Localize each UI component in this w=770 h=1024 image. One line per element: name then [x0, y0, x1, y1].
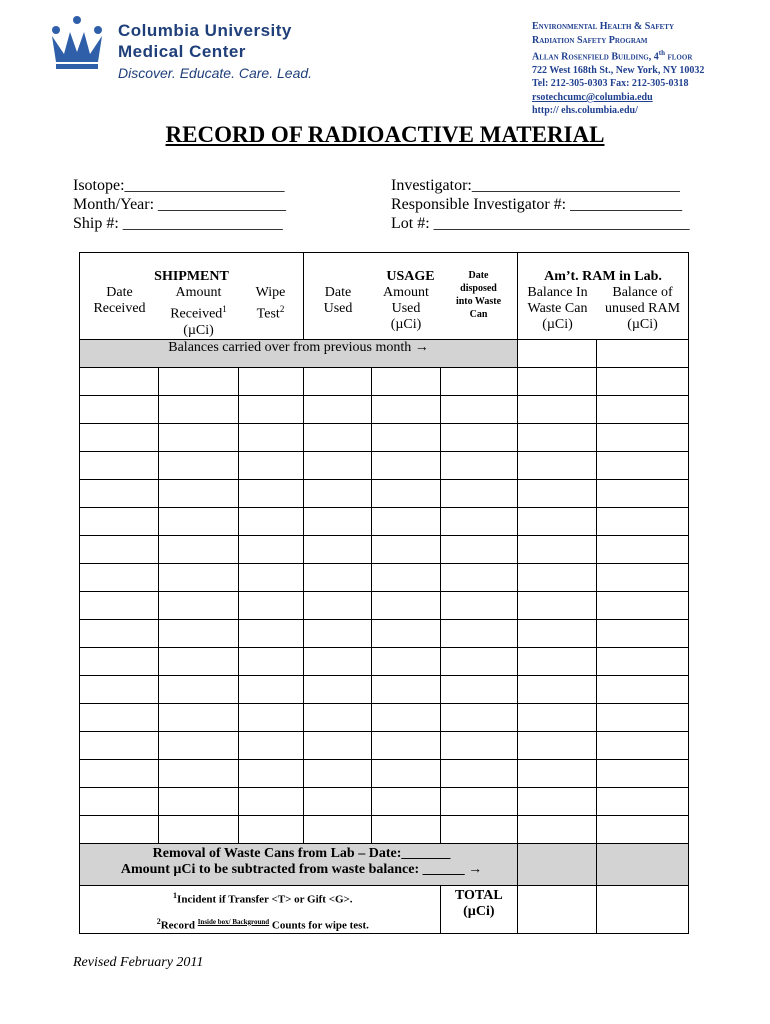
amount-received-text: Received	[170, 306, 223, 322]
notes-total-row	[80, 886, 689, 934]
table-row	[80, 424, 689, 452]
entry-cell[interactable]	[159, 620, 238, 648]
entry-cell[interactable]	[440, 424, 517, 452]
shipment-subcols	[80, 285, 303, 339]
entry-cell[interactable]	[440, 368, 517, 396]
footnote-2-text-b: Counts for wipe test.	[269, 919, 369, 932]
balance-unused-l2: unused RAM	[604, 301, 681, 316]
entry-cell[interactable]	[159, 816, 238, 844]
entry-cell[interactable]	[159, 368, 238, 396]
entry-cell[interactable]	[304, 704, 372, 732]
waste-removal-unused-cell[interactable]	[597, 844, 689, 886]
entry-cell[interactable]	[597, 536, 689, 564]
entry-cell[interactable]	[372, 592, 440, 620]
amount-used-l2: Used	[391, 301, 421, 316]
amount-used-l1: Amount	[383, 285, 429, 300]
table-row	[80, 676, 689, 704]
revision-date: Revised February 2011	[73, 955, 204, 970]
ehs-building-sup: th	[658, 49, 665, 57]
entry-cell[interactable]	[238, 368, 303, 396]
entry-cell[interactable]	[440, 592, 517, 620]
entry-cell[interactable]	[518, 648, 597, 676]
institution-line-1: Columbia University	[118, 21, 292, 40]
entry-cell[interactable]	[518, 704, 597, 732]
entry-cell[interactable]	[238, 536, 303, 564]
entry-cell[interactable]	[518, 732, 597, 760]
month-year-field[interactable]: Month/Year: ________________	[73, 196, 287, 213]
waste-removal-waste-cell[interactable]	[518, 844, 597, 886]
entry-cell[interactable]	[440, 564, 517, 592]
entry-cell[interactable]	[80, 368, 159, 396]
entry-cell[interactable]	[238, 592, 303, 620]
table-row	[80, 452, 689, 480]
entry-cell[interactable]	[372, 564, 440, 592]
ehs-building-tail: floor	[664, 51, 693, 63]
entry-cell[interactable]	[159, 676, 238, 704]
entry-cell[interactable]	[440, 704, 517, 732]
cumc-logo	[48, 14, 318, 86]
entry-cell[interactable]	[372, 424, 440, 452]
table-row	[80, 760, 689, 788]
entry-cell[interactable]	[238, 396, 303, 424]
footnote-2-sup: 2	[156, 916, 161, 926]
usage-header	[304, 253, 518, 340]
entry-cell[interactable]	[372, 480, 440, 508]
footnote-1-text: Incident if Transfer <T> or Gift <G>.	[177, 893, 353, 906]
entry-cell[interactable]	[518, 452, 597, 480]
waste-removal-cell	[80, 844, 518, 886]
total-label: TOTAL	[454, 888, 503, 903]
entry-cell[interactable]	[238, 564, 303, 592]
date-used-l1: Date	[324, 285, 352, 300]
entry-cell[interactable]	[304, 480, 372, 508]
entry-cell[interactable]	[238, 816, 303, 844]
entry-cell[interactable]	[159, 424, 238, 452]
wipe-test-l2	[238, 301, 303, 323]
entry-cell[interactable]	[440, 648, 517, 676]
entry-cell[interactable]	[80, 424, 159, 452]
waste-removal-row	[80, 844, 689, 886]
ehs-building-text: Allan Rosenfield Building, 4	[532, 51, 659, 63]
entry-cell[interactable]	[80, 648, 159, 676]
entry-cell[interactable]	[518, 368, 597, 396]
entry-cell[interactable]	[304, 760, 372, 788]
footnote-2	[86, 914, 440, 934]
entry-cell[interactable]	[304, 788, 372, 816]
footnote-2-tiny: Inside box/ Background	[197, 917, 270, 926]
entry-cell[interactable]	[238, 452, 303, 480]
entry-cell[interactable]	[159, 396, 238, 424]
entry-cell[interactable]	[372, 788, 440, 816]
entry-cell[interactable]	[372, 732, 440, 760]
entry-cell[interactable]	[80, 704, 159, 732]
amount-received-header	[159, 285, 238, 339]
entry-cell[interactable]	[159, 760, 238, 788]
isotope-field[interactable]: Isotope:____________________	[73, 177, 285, 194]
entry-cell[interactable]	[518, 480, 597, 508]
date-disposed-l3: into Waste	[455, 296, 502, 307]
amt-ram-group-label: Am’t. RAM in Lab.	[544, 269, 662, 284]
entry-cell[interactable]	[304, 396, 372, 424]
amount-received-sup: 1	[222, 304, 227, 314]
date-received-l2: Received	[93, 301, 146, 316]
amount-received-l3: (µCi)	[183, 322, 214, 338]
entry-cell[interactable]	[372, 508, 440, 536]
entry-cell[interactable]	[238, 676, 303, 704]
entry-cell[interactable]	[80, 536, 159, 564]
amount-used-l3: (µCi)	[390, 317, 422, 332]
amount-received-l1: Amount	[175, 285, 222, 300]
entry-cell[interactable]	[372, 536, 440, 564]
table-row	[80, 788, 689, 816]
entry-cell[interactable]	[597, 508, 689, 536]
footnotes-cell	[80, 886, 441, 934]
institution-line-2: Medical Center	[118, 42, 246, 61]
total-label-cell	[440, 886, 517, 934]
footnote-2-text-a: Record	[160, 919, 198, 932]
form-fields-right	[391, 176, 690, 233]
entry-cell[interactable]	[440, 788, 517, 816]
balance-unused-l1: Balance of	[612, 285, 673, 300]
carry-over-label: Balances carried over from previous month →	[80, 340, 518, 368]
entry-cell[interactable]	[80, 508, 159, 536]
entry-cell[interactable]	[518, 424, 597, 452]
entry-cell[interactable]	[80, 452, 159, 480]
entry-cell[interactable]	[518, 508, 597, 536]
entry-cell[interactable]	[80, 592, 159, 620]
crown-icon	[48, 14, 106, 70]
entry-cell[interactable]	[518, 816, 597, 844]
entry-cell[interactable]	[372, 648, 440, 676]
entry-cell[interactable]	[597, 424, 689, 452]
footnote-1	[86, 888, 440, 908]
entry-cell[interactable]	[518, 760, 597, 788]
entry-cell[interactable]	[304, 816, 372, 844]
wipe-test-header	[238, 285, 303, 339]
entry-cell[interactable]	[518, 676, 597, 704]
balance-waste-header	[518, 285, 597, 333]
amount-used-header	[372, 285, 440, 333]
entry-cell[interactable]	[159, 508, 238, 536]
waste-removal-line-1: Removal of Waste Cans from Lab – Date:_______	[152, 846, 451, 861]
entry-cell[interactable]	[80, 732, 159, 760]
entry-cell[interactable]	[597, 704, 689, 732]
entry-cell[interactable]	[518, 592, 597, 620]
entry-cell[interactable]	[440, 536, 517, 564]
entry-cell[interactable]	[597, 368, 689, 396]
entry-cell[interactable]	[80, 396, 159, 424]
entry-cell[interactable]	[304, 620, 372, 648]
entry-cell[interactable]	[304, 564, 372, 592]
ehs-building	[532, 47, 704, 64]
waste-removal-line-2: Amount µCi to be subtracted from waste balance: ______ →	[120, 862, 483, 877]
date-used-l2: Used	[323, 301, 353, 316]
entry-cell[interactable]	[80, 480, 159, 508]
entry-cell[interactable]	[372, 368, 440, 396]
entry-cell[interactable]	[597, 788, 689, 816]
entry-cell[interactable]	[597, 648, 689, 676]
ehs-email-link[interactable]: rsotechcumc@columbia.edu	[532, 91, 653, 103]
entry-cell[interactable]	[238, 424, 303, 452]
table-row	[80, 704, 689, 732]
entry-cell[interactable]	[440, 480, 517, 508]
table-row	[80, 564, 689, 592]
entry-cell[interactable]	[372, 704, 440, 732]
entry-cell[interactable]	[238, 760, 303, 788]
date-received-header	[80, 285, 159, 339]
entry-cell[interactable]	[304, 676, 372, 704]
entry-cell[interactable]	[80, 620, 159, 648]
ehs-contact-block	[532, 20, 704, 118]
balance-waste-l1: Balance In	[527, 285, 588, 300]
table-row	[80, 620, 689, 648]
ehs-address: 722 West 168th St., New York, NY 10032	[532, 64, 705, 76]
date-used-header	[304, 285, 372, 333]
form-fields-left	[73, 176, 286, 233]
ehs-department: Environmental Health & Safety	[532, 21, 675, 32]
table-row	[80, 508, 689, 536]
date-disposed-header	[440, 269, 517, 333]
entry-cell[interactable]	[440, 452, 517, 480]
amt-ram-header	[518, 253, 689, 340]
entry-cell[interactable]	[597, 396, 689, 424]
entry-cell[interactable]	[304, 648, 372, 676]
entry-cell[interactable]	[597, 620, 689, 648]
entry-cell[interactable]	[304, 732, 372, 760]
total-unit: (µCi)	[463, 904, 495, 919]
table-row	[80, 816, 689, 844]
total-waste-cell[interactable]	[518, 886, 597, 934]
date-received-l1: Date	[106, 285, 133, 300]
tagline: Discover. Educate. Care. Lead.	[118, 65, 313, 81]
amount-received-l2	[159, 301, 238, 323]
record-table	[79, 252, 689, 934]
table-row	[80, 592, 689, 620]
entry-cell[interactable]	[440, 732, 517, 760]
shipment-header	[80, 253, 304, 340]
carry-over-unused-cell[interactable]	[597, 340, 689, 368]
carry-over-row	[80, 340, 689, 368]
wipe-test-text: Test	[256, 306, 280, 322]
balance-unused-header	[597, 285, 688, 333]
entry-cell[interactable]	[238, 788, 303, 816]
entry-cell[interactable]	[597, 760, 689, 788]
carry-over-waste-cell[interactable]	[518, 340, 597, 368]
entry-cell[interactable]	[440, 816, 517, 844]
entry-cell[interactable]	[159, 592, 238, 620]
entry-rows	[80, 368, 689, 844]
entry-cell[interactable]	[597, 676, 689, 704]
entry-cell[interactable]	[159, 536, 238, 564]
entry-cell[interactable]	[159, 648, 238, 676]
entry-cell[interactable]	[440, 760, 517, 788]
ehs-program: Radiation Safety Program	[532, 34, 648, 46]
table-row	[80, 368, 689, 396]
entry-cell[interactable]	[238, 620, 303, 648]
entry-cell[interactable]	[372, 620, 440, 648]
entry-cell[interactable]	[518, 396, 597, 424]
wipe-test-l1: Wipe	[255, 285, 286, 300]
lot-number-field[interactable]: Lot #: ________________________________	[391, 215, 690, 232]
amt-ram-subcols	[518, 285, 688, 333]
entry-cell[interactable]	[238, 480, 303, 508]
entry-cell[interactable]	[440, 620, 517, 648]
entry-cell[interactable]	[372, 760, 440, 788]
entry-cell[interactable]	[304, 424, 372, 452]
entry-cell[interactable]	[597, 452, 689, 480]
page-title: RECORD OF RADIOACTIVE MATERIAL	[165, 122, 605, 147]
entry-cell[interactable]	[518, 788, 597, 816]
entry-cell[interactable]	[159, 480, 238, 508]
entry-cell[interactable]	[238, 732, 303, 760]
table-row	[80, 536, 689, 564]
shipment-group-label: SHIPMENT	[154, 269, 229, 284]
date-disposed-l4: Can	[469, 309, 488, 320]
balance-waste-l2: Waste Can	[527, 301, 588, 316]
entry-cell[interactable]	[159, 704, 238, 732]
entry-cell[interactable]	[159, 564, 238, 592]
entry-cell[interactable]	[304, 368, 372, 396]
entry-cell[interactable]	[304, 452, 372, 480]
entry-cell[interactable]	[159, 788, 238, 816]
investigator-field[interactable]: Investigator:__________________________	[391, 177, 680, 194]
entry-cell[interactable]	[372, 396, 440, 424]
table-row	[80, 396, 689, 424]
balance-waste-l3: (µCi)	[542, 317, 573, 332]
entry-cell[interactable]	[440, 508, 517, 536]
table-row	[80, 480, 689, 508]
entry-cell[interactable]	[597, 816, 689, 844]
entry-cell[interactable]	[80, 788, 159, 816]
ehs-web-link[interactable]: http:// ehs.columbia.edu/	[532, 105, 638, 117]
entry-cell[interactable]	[597, 732, 689, 760]
ship-number-field[interactable]: Ship #: ____________________	[73, 215, 283, 232]
entry-cell[interactable]	[238, 704, 303, 732]
entry-cell[interactable]	[159, 732, 238, 760]
entry-cell[interactable]	[238, 648, 303, 676]
entry-cell[interactable]	[80, 676, 159, 704]
table-header-row	[80, 253, 689, 340]
entry-cell[interactable]	[597, 592, 689, 620]
entry-cell[interactable]	[597, 564, 689, 592]
table-row	[80, 648, 689, 676]
entry-cell[interactable]	[80, 816, 159, 844]
entry-cell[interactable]	[372, 816, 440, 844]
entry-cell[interactable]	[440, 396, 517, 424]
wipe-test-sup: 2	[279, 304, 285, 314]
responsible-investigator-field[interactable]: Responsible Investigator #: ______________	[391, 196, 683, 213]
entry-cell[interactable]	[238, 508, 303, 536]
entry-cell[interactable]	[80, 564, 159, 592]
entry-cell[interactable]	[597, 480, 689, 508]
usage-group-label: USAGE	[386, 269, 435, 284]
institution-name	[118, 20, 292, 62]
entry-cell[interactable]	[304, 508, 372, 536]
entry-cell[interactable]	[518, 620, 597, 648]
entry-cell[interactable]	[518, 536, 597, 564]
entry-cell[interactable]	[372, 676, 440, 704]
footnote-1-sup: 1	[173, 891, 178, 900]
entry-cell[interactable]	[80, 760, 159, 788]
entry-cell[interactable]	[304, 592, 372, 620]
entry-cell[interactable]	[159, 452, 238, 480]
total-unused-cell[interactable]	[597, 886, 689, 934]
entry-cell[interactable]	[518, 564, 597, 592]
balance-unused-l3: (µCi)	[627, 317, 658, 332]
table-row	[80, 732, 689, 760]
entry-cell[interactable]	[372, 452, 440, 480]
ehs-phone: Tel: 212-305-0303 Fax: 212-305-0318	[532, 78, 689, 90]
entry-cell[interactable]	[440, 676, 517, 704]
date-disposed-l2: disposed	[460, 283, 497, 294]
entry-cell[interactable]	[304, 536, 372, 564]
date-disposed-l1: Date	[468, 270, 489, 281]
